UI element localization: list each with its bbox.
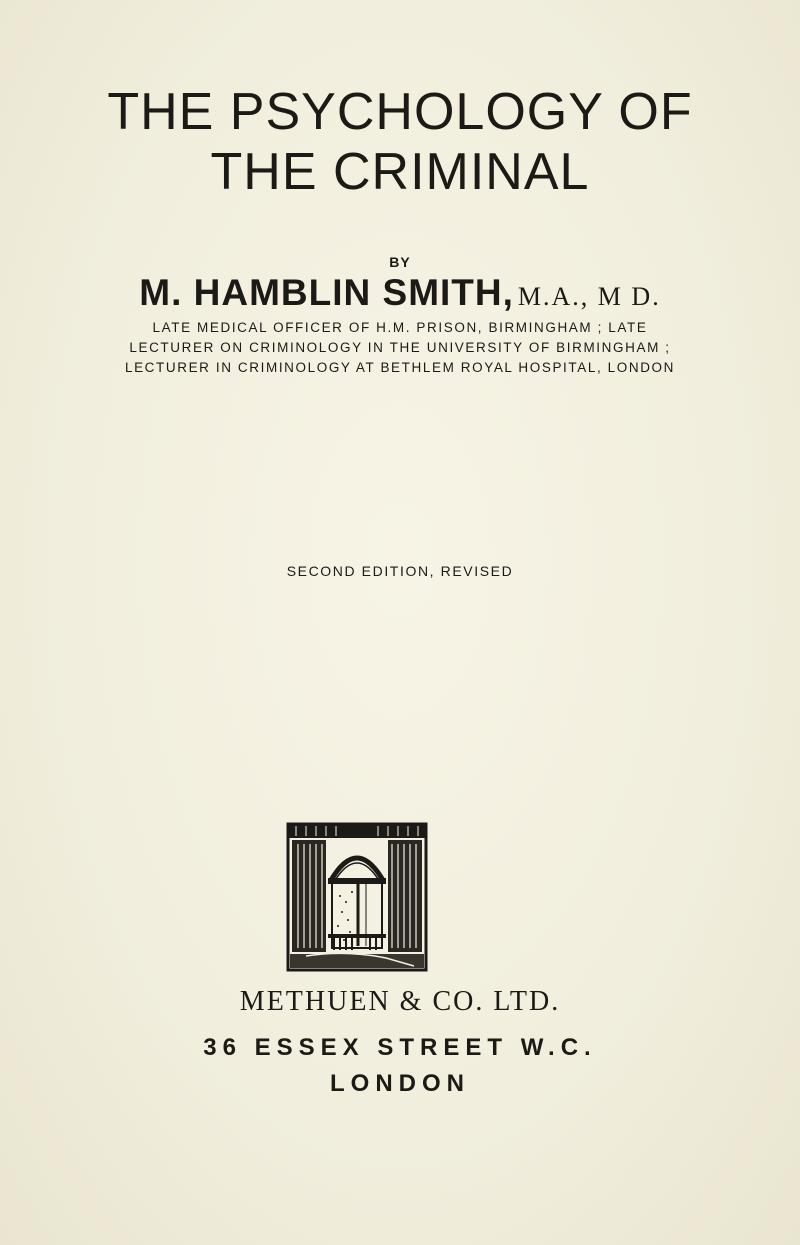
publisher-address: 36 ESSEX STREET W.C. xyxy=(203,1034,597,1061)
credential-line-3: LECTURER IN CRIMINOLOGY AT BETHLEM ROYAL HOSPITAL, LONDON xyxy=(124,360,676,375)
credential-line-1: LATE MEDICAL OFFICER OF H.M. PRISON, BIRMINGHAM ; LATE xyxy=(152,320,648,335)
publisher-name: METHUEN & CO. LTD. xyxy=(239,986,561,1017)
author-line xyxy=(0,272,800,314)
publisher-city: LONDON xyxy=(330,1070,470,1097)
book-title-line-1: THE PSYCHOLOGY OF xyxy=(107,83,693,141)
credential-line-2: LECTURER ON CRIMINOLOGY IN THE UNIVERSITY OF BIRMINGHAM ; xyxy=(129,340,671,355)
book-title-line-2: THE CRIMINAL xyxy=(210,143,590,201)
edition-note: SECOND EDITION, REVISED xyxy=(286,563,514,579)
author-degrees: M.A., M D. xyxy=(517,282,661,311)
author-name: M. HAMBLIN SMITH, xyxy=(139,272,514,313)
by-label: BY xyxy=(389,254,411,270)
publisher-device-illustration xyxy=(286,822,428,972)
